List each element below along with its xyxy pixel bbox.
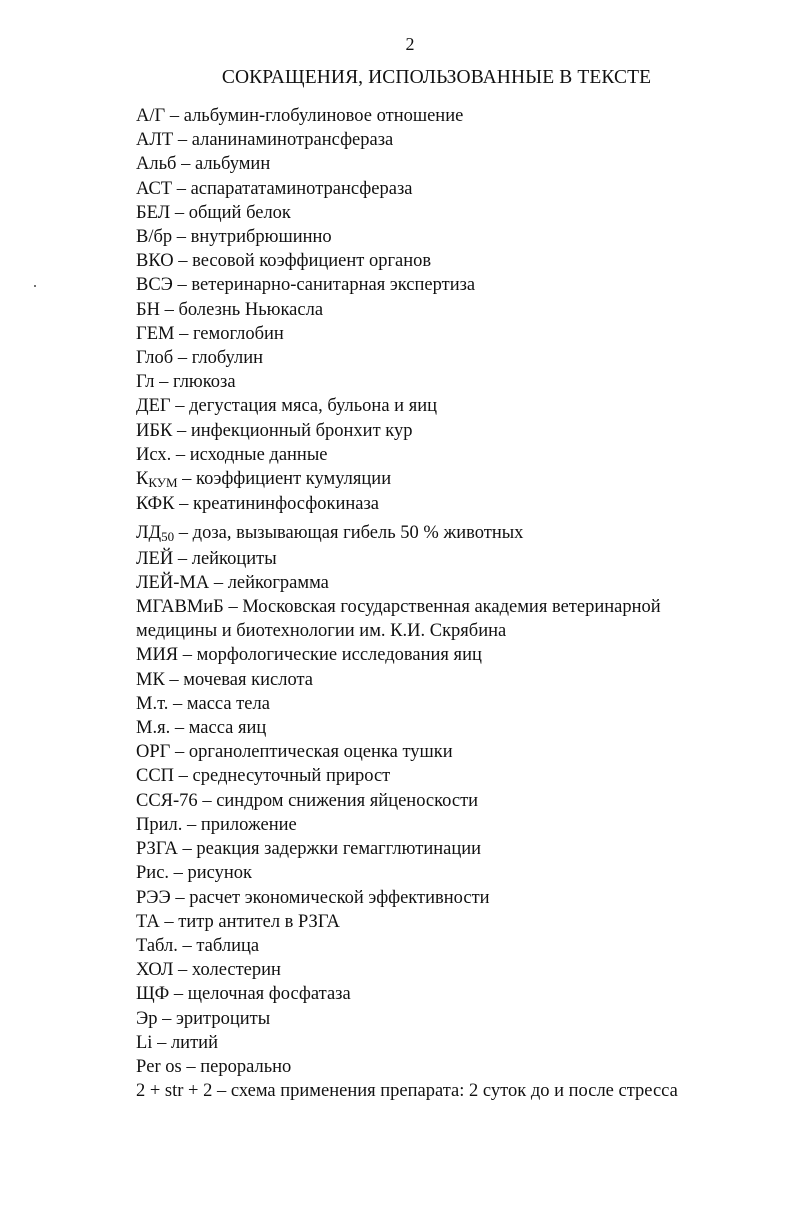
abbr-dash: – xyxy=(179,494,189,515)
abbr-definition: общий белок xyxy=(188,202,291,223)
abbr-term: ОРГ xyxy=(136,742,171,763)
abbr-definition: коэффициент кумуляции xyxy=(196,469,392,490)
list-item xyxy=(136,910,776,934)
abbr-definition: болезнь Ньюкасла xyxy=(178,299,324,320)
abbr-term: ЛЕЙ-МА xyxy=(136,572,210,593)
abbr-definition: среднесуточный прирост xyxy=(192,766,391,787)
abbr-definition: морфологические исследования яиц xyxy=(196,645,482,666)
list-item xyxy=(136,595,721,643)
list-item xyxy=(136,668,776,692)
list-item xyxy=(136,322,776,346)
abbr-term: М.я. xyxy=(136,718,171,739)
abbr-term: МИЯ xyxy=(136,645,179,666)
abbr-dash: – xyxy=(182,935,192,956)
list-item xyxy=(136,521,776,546)
abbr-dash: – xyxy=(176,178,186,199)
abbr-dash: – xyxy=(202,790,212,811)
list-item xyxy=(136,934,776,958)
abbr-term: ГЕМ xyxy=(136,323,175,344)
abbr-term: МК xyxy=(136,669,165,690)
abbr-definition: масса яиц xyxy=(188,718,267,739)
abbr-dash: – xyxy=(178,523,189,544)
abbr-term: ЛД xyxy=(136,523,162,544)
abbr-definition: схема применения препарата: 2 суток до и после стресса xyxy=(230,1081,678,1102)
abbr-term: ВКО xyxy=(136,251,174,272)
abbr-dash: – xyxy=(174,718,185,739)
list-item xyxy=(136,813,776,837)
abbr-definition: лейкограмма xyxy=(227,572,329,593)
list-item xyxy=(136,1007,776,1031)
list-item xyxy=(136,370,776,394)
abbr-term: Прил. xyxy=(136,814,183,835)
abbr-definition: аспарататаминотрансфераза xyxy=(190,178,413,199)
list-item xyxy=(136,789,776,813)
abbr-dash: – xyxy=(213,572,224,593)
list-item xyxy=(136,443,776,467)
abbr-term: ССЯ-76 xyxy=(136,790,198,811)
abbr-term: Гл xyxy=(136,372,155,393)
abbr-definition: литий xyxy=(170,1032,218,1053)
abbr-dash: – xyxy=(177,548,188,569)
abbr-dash: – xyxy=(177,275,187,296)
abbr-definition: перорально xyxy=(200,1056,292,1077)
abbr-term-subscript: КУМ xyxy=(148,475,178,491)
list-item xyxy=(136,837,776,861)
list-item xyxy=(136,886,776,910)
abbr-definition: органолептическая оценка тушки xyxy=(188,742,453,763)
abbr-term: ДЕГ xyxy=(136,396,171,417)
list-item xyxy=(136,1031,776,1055)
abbr-term: КФК xyxy=(136,494,175,515)
abbr-definition: лейкоциты xyxy=(191,548,277,569)
abbr-dash: – xyxy=(159,372,169,393)
abbr-dash: – xyxy=(187,814,197,835)
list-item xyxy=(136,467,776,492)
list-item xyxy=(136,982,776,1006)
abbr-definition: альбумин xyxy=(194,154,271,175)
abbr-definition: мочевая кислота xyxy=(183,669,313,690)
abbr-definition: щелочная фосфатаза xyxy=(187,984,351,1005)
abbr-definition: рисунок xyxy=(187,863,253,884)
abbr-term: БЕЛ xyxy=(136,202,171,223)
abbr-term: А/Г xyxy=(136,106,166,126)
abbr-dash: – xyxy=(177,130,188,151)
list-item xyxy=(136,394,776,418)
list-item xyxy=(136,547,776,571)
list-item xyxy=(136,152,776,176)
abbr-dash: – xyxy=(177,348,188,369)
abbreviation-list xyxy=(136,104,776,1103)
abbr-dash: – xyxy=(179,323,189,344)
abbr-dash: – xyxy=(164,299,174,320)
abbr-dash: – xyxy=(228,597,238,618)
abbr-term: Per os xyxy=(136,1056,182,1077)
list-item xyxy=(136,419,776,443)
abbr-term: ЛЕЙ xyxy=(136,548,174,569)
list-item xyxy=(136,492,776,516)
abbr-term: БН xyxy=(136,299,160,320)
abbr-term: Альб xyxy=(136,154,177,175)
abbr-term: Табл. xyxy=(136,935,178,956)
abbr-dash: – xyxy=(173,693,183,714)
abbr-term: В/бр xyxy=(136,227,173,248)
list-item xyxy=(136,571,776,595)
abbr-definition: альбумин-глобулиновое отношение xyxy=(183,106,464,126)
list-item xyxy=(136,346,776,370)
abbr-term: Эр xyxy=(136,1008,158,1029)
abbr-dash: – xyxy=(157,1032,167,1053)
abbr-definition: весовой коэффициент органов xyxy=(192,251,432,272)
abbr-term: ТА xyxy=(136,911,160,932)
list-item xyxy=(136,128,776,152)
list-item xyxy=(136,1079,776,1103)
abbr-dash: – xyxy=(174,742,185,763)
list-item xyxy=(136,104,776,128)
abbr-term: К xyxy=(136,469,149,490)
abbr-dash: – xyxy=(176,420,187,441)
abbr-dash: – xyxy=(169,106,180,126)
abbr-definition: приложение xyxy=(200,814,297,835)
abbr-definition: реакция задержки гемагглютинации xyxy=(196,839,482,860)
abbr-dash: – xyxy=(182,645,193,666)
abbr-definition: расчет экономической эффективности xyxy=(189,887,490,908)
abbr-definition: доза, вызывающая гибель 50 % животных xyxy=(192,523,524,544)
abbr-dash: – xyxy=(178,251,188,272)
abbr-definition: титр антител в РЗГА xyxy=(178,911,340,932)
list-item xyxy=(136,692,776,716)
abbr-definition: аланинаминотрансфераза xyxy=(191,130,394,151)
abbr-dash: – xyxy=(175,444,186,465)
abbr-definition: синдром снижения яйценоскости xyxy=(216,790,479,811)
abbr-term: М.т. xyxy=(136,693,169,714)
abbr-term: РЗГА xyxy=(136,839,178,860)
page-title: СОКРАЩЕНИЯ, ИСПОЛЬЗОВАННЫЕ В ТЕКСТЕ xyxy=(221,67,652,88)
abbr-dash: – xyxy=(182,469,192,490)
abbr-dash: – xyxy=(164,911,174,932)
abbr-definition: дегустация мяса, бульона и яиц xyxy=(189,396,438,417)
abbr-term: Исх. xyxy=(136,444,172,465)
abbr-term: АСТ xyxy=(136,178,173,199)
abbr-dash: – xyxy=(176,227,187,248)
abbr-term: 2 + str + 2 xyxy=(136,1081,213,1102)
abbr-dash: – xyxy=(182,839,192,860)
abbr-definition: ветеринарно-санитарная экспертиза xyxy=(191,275,476,296)
abbr-dash: – xyxy=(169,669,179,690)
list-item xyxy=(136,764,776,788)
list-item xyxy=(136,225,776,249)
list-item xyxy=(136,298,776,322)
abbr-term: Рис. xyxy=(136,863,170,884)
abbr-definition: таблица xyxy=(196,935,260,956)
abbr-definition: эритроциты xyxy=(175,1008,271,1029)
list-item xyxy=(136,1055,776,1079)
list-item xyxy=(136,716,776,740)
abbr-definition: креатининфосфокиназа xyxy=(192,494,379,515)
abbr-definition: внутрибрюшинно xyxy=(190,227,332,248)
abbr-dash: – xyxy=(173,984,184,1005)
abbr-dash: – xyxy=(174,202,185,223)
abbr-definition: глобулин xyxy=(191,348,264,369)
page-number: 2 xyxy=(405,34,415,54)
abbr-definition: масса тела xyxy=(186,693,270,714)
abbr-term: ЩФ xyxy=(136,984,170,1005)
list-item xyxy=(136,273,776,297)
abbr-term: Li xyxy=(136,1032,153,1053)
abbr-definition: холестерин xyxy=(191,960,281,981)
abbr-term: ВСЭ xyxy=(136,275,173,296)
abbr-dash: – xyxy=(162,1008,172,1029)
scan-speck xyxy=(34,285,36,287)
abbr-term: ИБК xyxy=(136,420,173,441)
abbr-definition: гемоглобин xyxy=(192,323,284,344)
abbr-dash: – xyxy=(178,960,188,981)
list-item xyxy=(136,861,776,885)
abbr-term: ХОЛ xyxy=(136,960,174,981)
abbr-term: ССП xyxy=(136,766,175,787)
abbr-dash: – xyxy=(173,863,183,884)
abbr-term: МГАВМиБ xyxy=(136,597,224,618)
abbr-dash: – xyxy=(175,396,185,417)
abbr-dash: – xyxy=(217,1081,227,1102)
abbr-term: РЭЭ xyxy=(136,887,171,908)
abbr-definition: инфекционный бронхит кур xyxy=(190,420,413,441)
abbr-term: Глоб xyxy=(136,348,174,369)
abbr-dash: – xyxy=(181,154,191,175)
list-item xyxy=(136,201,776,225)
abbr-definition: исходные данные xyxy=(189,444,328,465)
list-item xyxy=(136,958,776,982)
abbr-definition: глюкоза xyxy=(173,372,236,393)
abbr-definition: Московская государственная академия ветеринарной медицины и биотехнологии им. К.И. Скрябина xyxy=(136,597,661,642)
abbr-dash: – xyxy=(175,887,185,908)
list-item xyxy=(136,643,776,667)
abbr-term-subscript: 50 xyxy=(161,529,175,545)
abbr-term: АЛТ xyxy=(136,130,174,151)
list-item xyxy=(136,249,776,273)
abbr-dash: – xyxy=(186,1056,196,1077)
list-item xyxy=(136,740,776,764)
list-item xyxy=(136,177,776,201)
abbr-dash: – xyxy=(178,766,188,787)
